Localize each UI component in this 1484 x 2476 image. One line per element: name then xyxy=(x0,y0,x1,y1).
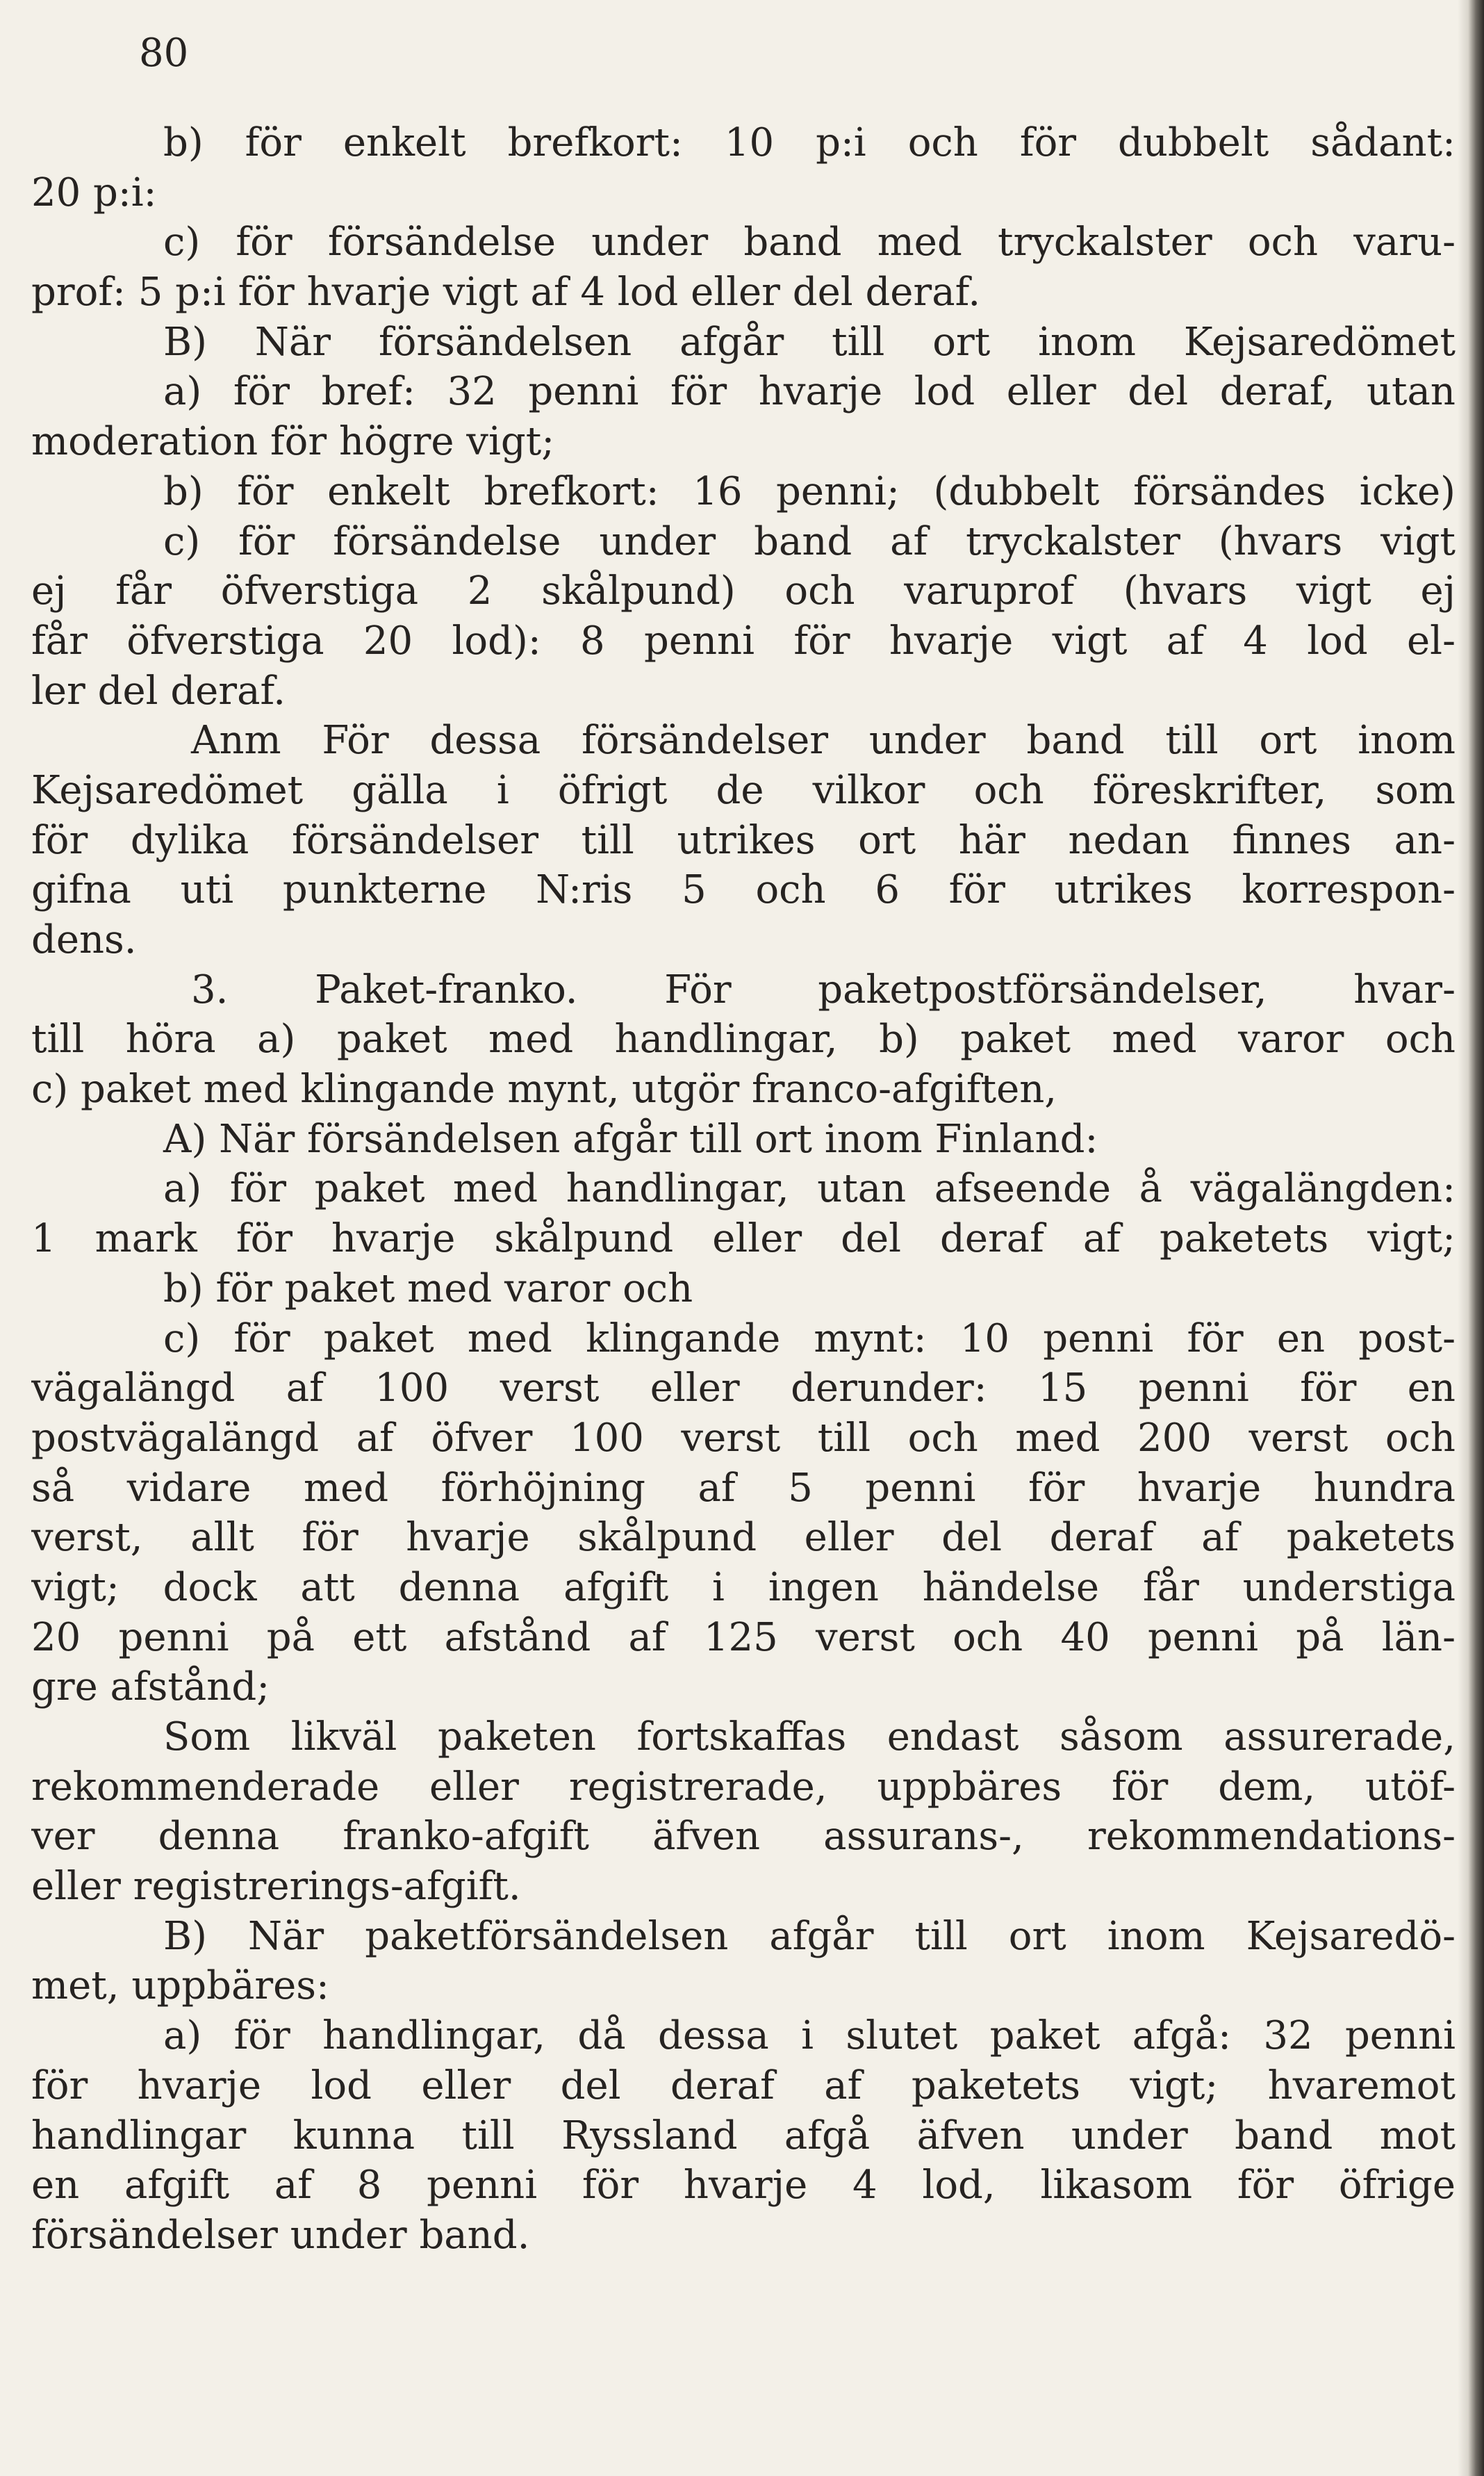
text-line: försändelser under band. xyxy=(31,2212,530,2258)
text-line: Kejsaredömet gälla i öfrigt de vilkor och föreskrifter, som xyxy=(31,767,1456,813)
text-line: b) för paket med varor och xyxy=(163,1265,693,1311)
body-text xyxy=(31,118,1456,2261)
text-line: vigt; dock att denna afgift i ingen händelse får understiga xyxy=(31,1564,1456,1610)
text-line: 20 penni på ett afstånd af 125 verst och 40 penni på län- xyxy=(31,1614,1456,1660)
text-line: verst, allt för hvarje skålpund eller del deraf af paketets xyxy=(31,1515,1456,1561)
text-line: Anm För dessa försändelser under band till ort inom xyxy=(191,718,1456,764)
text-line: prof: 5 p:i för hvarje vigt af 4 lod eller del deraf. xyxy=(31,270,981,315)
text-line: B) När paketförsändelsen afgår till ort inom Kejsaredö- xyxy=(163,1913,1456,1959)
text-line: c) paket med klingande mynt, utgör franco-afgiften, xyxy=(31,1067,1057,1113)
text-line: gre afstånd; xyxy=(31,1664,270,1710)
text-line: dens. xyxy=(31,917,137,962)
text-line: vägalängd af 100 verst eller derunder: 15 penni för en xyxy=(31,1366,1456,1411)
text-line: ej får öfverstiga 2 skålpund) och varuprof (hvars vigt ej xyxy=(31,568,1456,614)
text-line: c) för försändelse under band med tryckalster och varu- xyxy=(163,220,1456,265)
text-line: c) för paket med klingande mynt: 10 penni för en post- xyxy=(163,1315,1456,1361)
page-binding-edge xyxy=(1458,0,1484,2476)
text-line: rekommenderade eller registrerade, uppbäres för dem, utöf- xyxy=(31,1764,1456,1810)
text-line: ver denna franko-afgift äfven assurans-, rekommendations- xyxy=(31,1814,1456,1860)
text-line: postvägalängd af öfver 100 verst till och med 200 verst och xyxy=(31,1415,1456,1461)
text-line: gifna uti punkterne N:ris 5 och 6 för utrikes korrespon- xyxy=(31,867,1456,913)
text-line: met, uppbäres: xyxy=(31,1963,329,2009)
text-line: 3. Paket-franko. För paketpostförsändelser, hvar- xyxy=(191,967,1456,1012)
text-line: Som likväl paketen fortskaffas endast såsom assurerade, xyxy=(163,1714,1456,1760)
text-line: a) för handlingar, då dessa i slutet paket afgå: 32 penni xyxy=(163,2013,1456,2059)
text-line: a) för paket med handlingar, utan afseende å vägalängden: xyxy=(163,1166,1456,1212)
page-number: 80 xyxy=(139,31,189,76)
text-line: till höra a) paket med handlingar, b) paket med varor och xyxy=(31,1017,1456,1063)
text-line: B) När försändelsen afgår till ort inom Kejsaredömet xyxy=(163,319,1456,365)
text-line: a) för bref: 32 penni för hvarje lod eller del deraf, utan xyxy=(163,369,1456,415)
text-line: för hvarje lod eller del deraf af paketets vigt; hvaremot xyxy=(31,2063,1456,2108)
text-line: b) för enkelt brefkort: 10 p:i och för dubbelt sådant: xyxy=(163,120,1456,165)
text-line: handlingar kunna till Ryssland afgå äfven under band mot xyxy=(31,2113,1456,2158)
text-line: 20 p:i: xyxy=(31,170,157,215)
text-line: en afgift af 8 penni för hvarje 4 lod, likasom för öfrige xyxy=(31,2163,1456,2208)
text-line: c) för försändelse under band af tryckalster (hvars vigt xyxy=(163,518,1456,564)
text-line: b) för enkelt brefkort: 16 penni; (dubbelt försändes icke) xyxy=(163,468,1456,514)
text-line: så vidare med förhöjning af 5 penni för hvarje hundra xyxy=(31,1465,1456,1511)
text-line: för dylika försändelser till utrikes ort här nedan finnes an- xyxy=(31,817,1456,863)
text-line: får öfverstiga 20 lod): 8 penni för hvarje vigt af 4 lod el- xyxy=(31,618,1456,664)
text-line: A) När försändelsen afgår till ort inom Finland: xyxy=(163,1116,1098,1162)
text-line: ler del deraf. xyxy=(31,668,286,714)
text-line: eller registrerings-afgift. xyxy=(31,1864,521,1910)
text-line: moderation för högre vigt; xyxy=(31,419,555,465)
text-line: 1 mark för hvarje skålpund eller del deraf af paketets vigt; xyxy=(31,1216,1456,1262)
